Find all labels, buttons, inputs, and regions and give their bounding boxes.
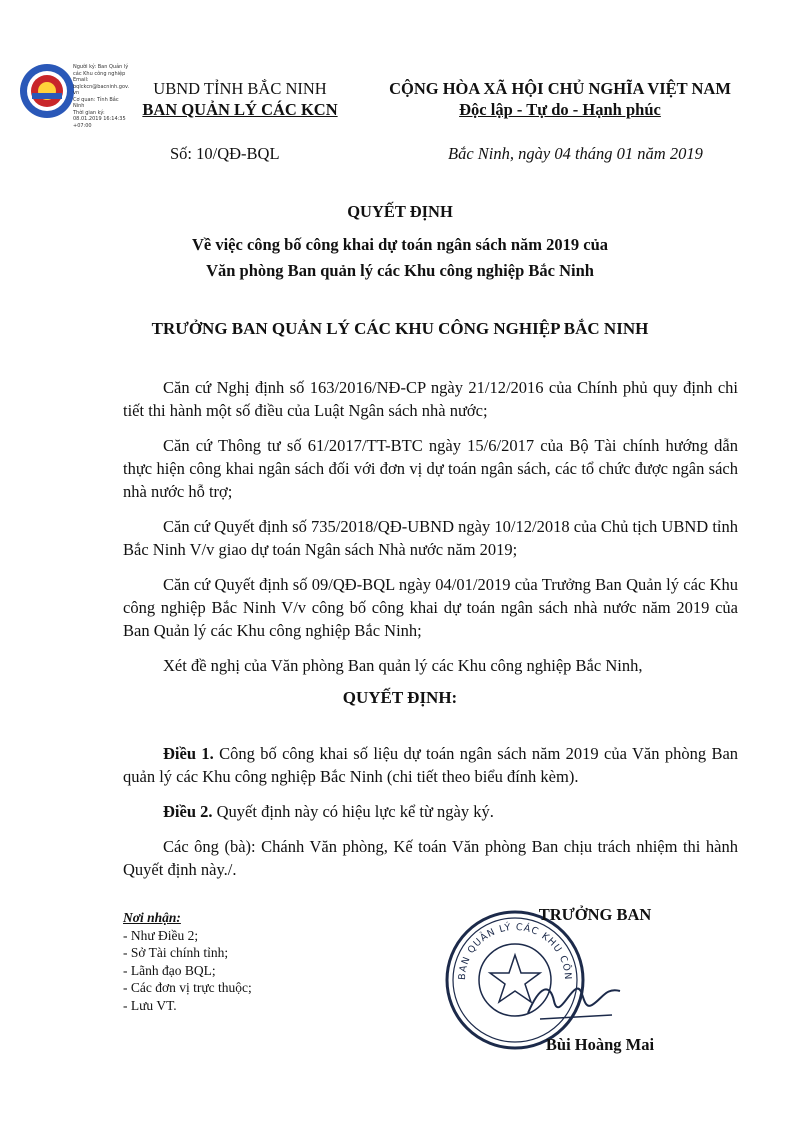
subject-line: Văn phòng Ban quản lý các Khu công nghiệp Bắc Ninh <box>206 261 594 280</box>
esign-line: +07:00 <box>73 122 92 129</box>
legal-basis: Căn cứ Quyết định số 09/QĐ-BQL ngày 04/01/2019 của Trưởng Ban Quản lý các Khu công nghiệp Bắc Ninh V/v công bố công khai dự toán ngân sách nhà nước năm 2019 của Ban Quản lý các Khu công nghiệp Bắc Ninh; <box>123 575 738 640</box>
esign-line: Ninh <box>73 103 85 109</box>
agency-emblem-icon <box>18 62 76 120</box>
recipient-item: - Lưu VT. <box>123 997 177 1013</box>
decision-heading: QUYẾT ĐỊNH: <box>342 688 458 707</box>
esign-line: vn <box>73 90 80 96</box>
legal-basis: Căn cứ Quyết định số 735/2018/QĐ-UBND ngày 10/12/2018 của Chủ tịch UBND tỉnh Bắc Ninh V/v giao dự toán Ngân sách Nhà nước năm 2019; <box>123 517 738 559</box>
article <box>123 800 738 823</box>
articles <box>123 742 738 893</box>
document-subject <box>0 232 800 284</box>
recipient-item: - Như Điều 2; <box>123 927 199 943</box>
article-text: Quyết định này có hiệu lực kể từ ngày ký. <box>216 802 494 821</box>
handwritten-signature-icon <box>520 975 630 1025</box>
seal-text: BAN QUẢN LÝ CÁC KHU CÔN <box>456 921 574 981</box>
issuing-agency-block <box>120 78 360 120</box>
document-type: QUYẾT ĐỊNH <box>347 202 453 221</box>
issuing-agency: BAN QUẢN LÝ CÁC KCN <box>142 100 338 119</box>
article-text: Công bố công khai số liệu dự toán ngân sách năm 2019 của Văn phòng Ban quản lý các Khu công nghiệp Bắc Ninh (chi tiết theo biểu đính kèm). <box>123 744 739 786</box>
esign-line: Người ký: Ban Quản lý <box>73 64 129 70</box>
national-motto: Độc lập - Tự do - Hạnh phúc <box>459 100 661 119</box>
esign-line: Thời gian ký: <box>73 109 105 116</box>
subject-line: Về việc công bố công khai dự toán ngân sách năm 2019 của <box>191 235 609 254</box>
legal-basis: Căn cứ Thông tư số 61/2017/TT-BTC ngày 15/6/2017 của Bộ Tài chính hướng dẫn thực hiện công khai ngân sách đối với đơn vị dự toán ngân sách, các tổ chức được ngân sách nhà nước hỗ trợ; <box>123 436 738 501</box>
esign-line: Cơ quan: Tỉnh Bắc <box>73 96 119 103</box>
esign-line: 08.01.2019 16:14:35 <box>73 116 126 122</box>
signer-name: Bùi Hoàng Mai <box>545 1035 655 1054</box>
reference-number: Số: 10/QĐ-BQL <box>170 144 280 163</box>
esign-line: Email: <box>73 77 89 83</box>
implementation-clause: Các ông (bà): Chánh Văn phòng, Kế toán Văn phòng Ban chịu trách nhiệm thi hành Quyết định này./. <box>123 837 738 879</box>
signer-title: TRƯỞNG BAN <box>538 905 652 924</box>
esign-line: bqlckcn@bacninh.gov. <box>73 83 130 90</box>
issuing-authority: TRƯỞNG BAN QUẢN LÝ CÁC KHU CÔNG NGHIỆP BẮC NINH <box>151 319 649 338</box>
recipient-item: - Sở Tài chính tỉnh; <box>123 945 229 960</box>
legal-bases <box>123 376 738 689</box>
parent-agency: UBND TỈNH BẮC NINH <box>153 79 327 98</box>
legal-basis: Căn cứ Nghị định số 163/2016/NĐ-CP ngày 21/12/2016 của Chính phủ quy định chi tiết thi hành một số điều của Luật Ngân sách nhà nước; <box>123 378 738 420</box>
legal-basis: Xét đề nghị của Văn phòng Ban quản lý các Khu công nghiệp Bắc Ninh, <box>163 656 643 675</box>
issue-date: Bắc Ninh, ngày 04 tháng 01 năm 2019 <box>448 144 703 163</box>
national-title-block <box>360 78 760 120</box>
esign-line: các Khu công nghiệp <box>73 70 126 77</box>
article-label: Điều 2. <box>163 802 213 821</box>
recipient-item: - Lãnh đạo BQL; <box>123 962 216 978</box>
recipients-block <box>123 909 252 1014</box>
recipient-item: - Các đơn vị trực thuộc; <box>123 980 252 995</box>
article-label: Điều 1. <box>163 744 214 763</box>
nation-name: CỘNG HÒA XÃ HỘI CHỦ NGHĨA VIỆT NAM <box>389 79 731 98</box>
recipients-heading: Nơi nhận: <box>123 910 181 925</box>
article <box>123 742 738 788</box>
